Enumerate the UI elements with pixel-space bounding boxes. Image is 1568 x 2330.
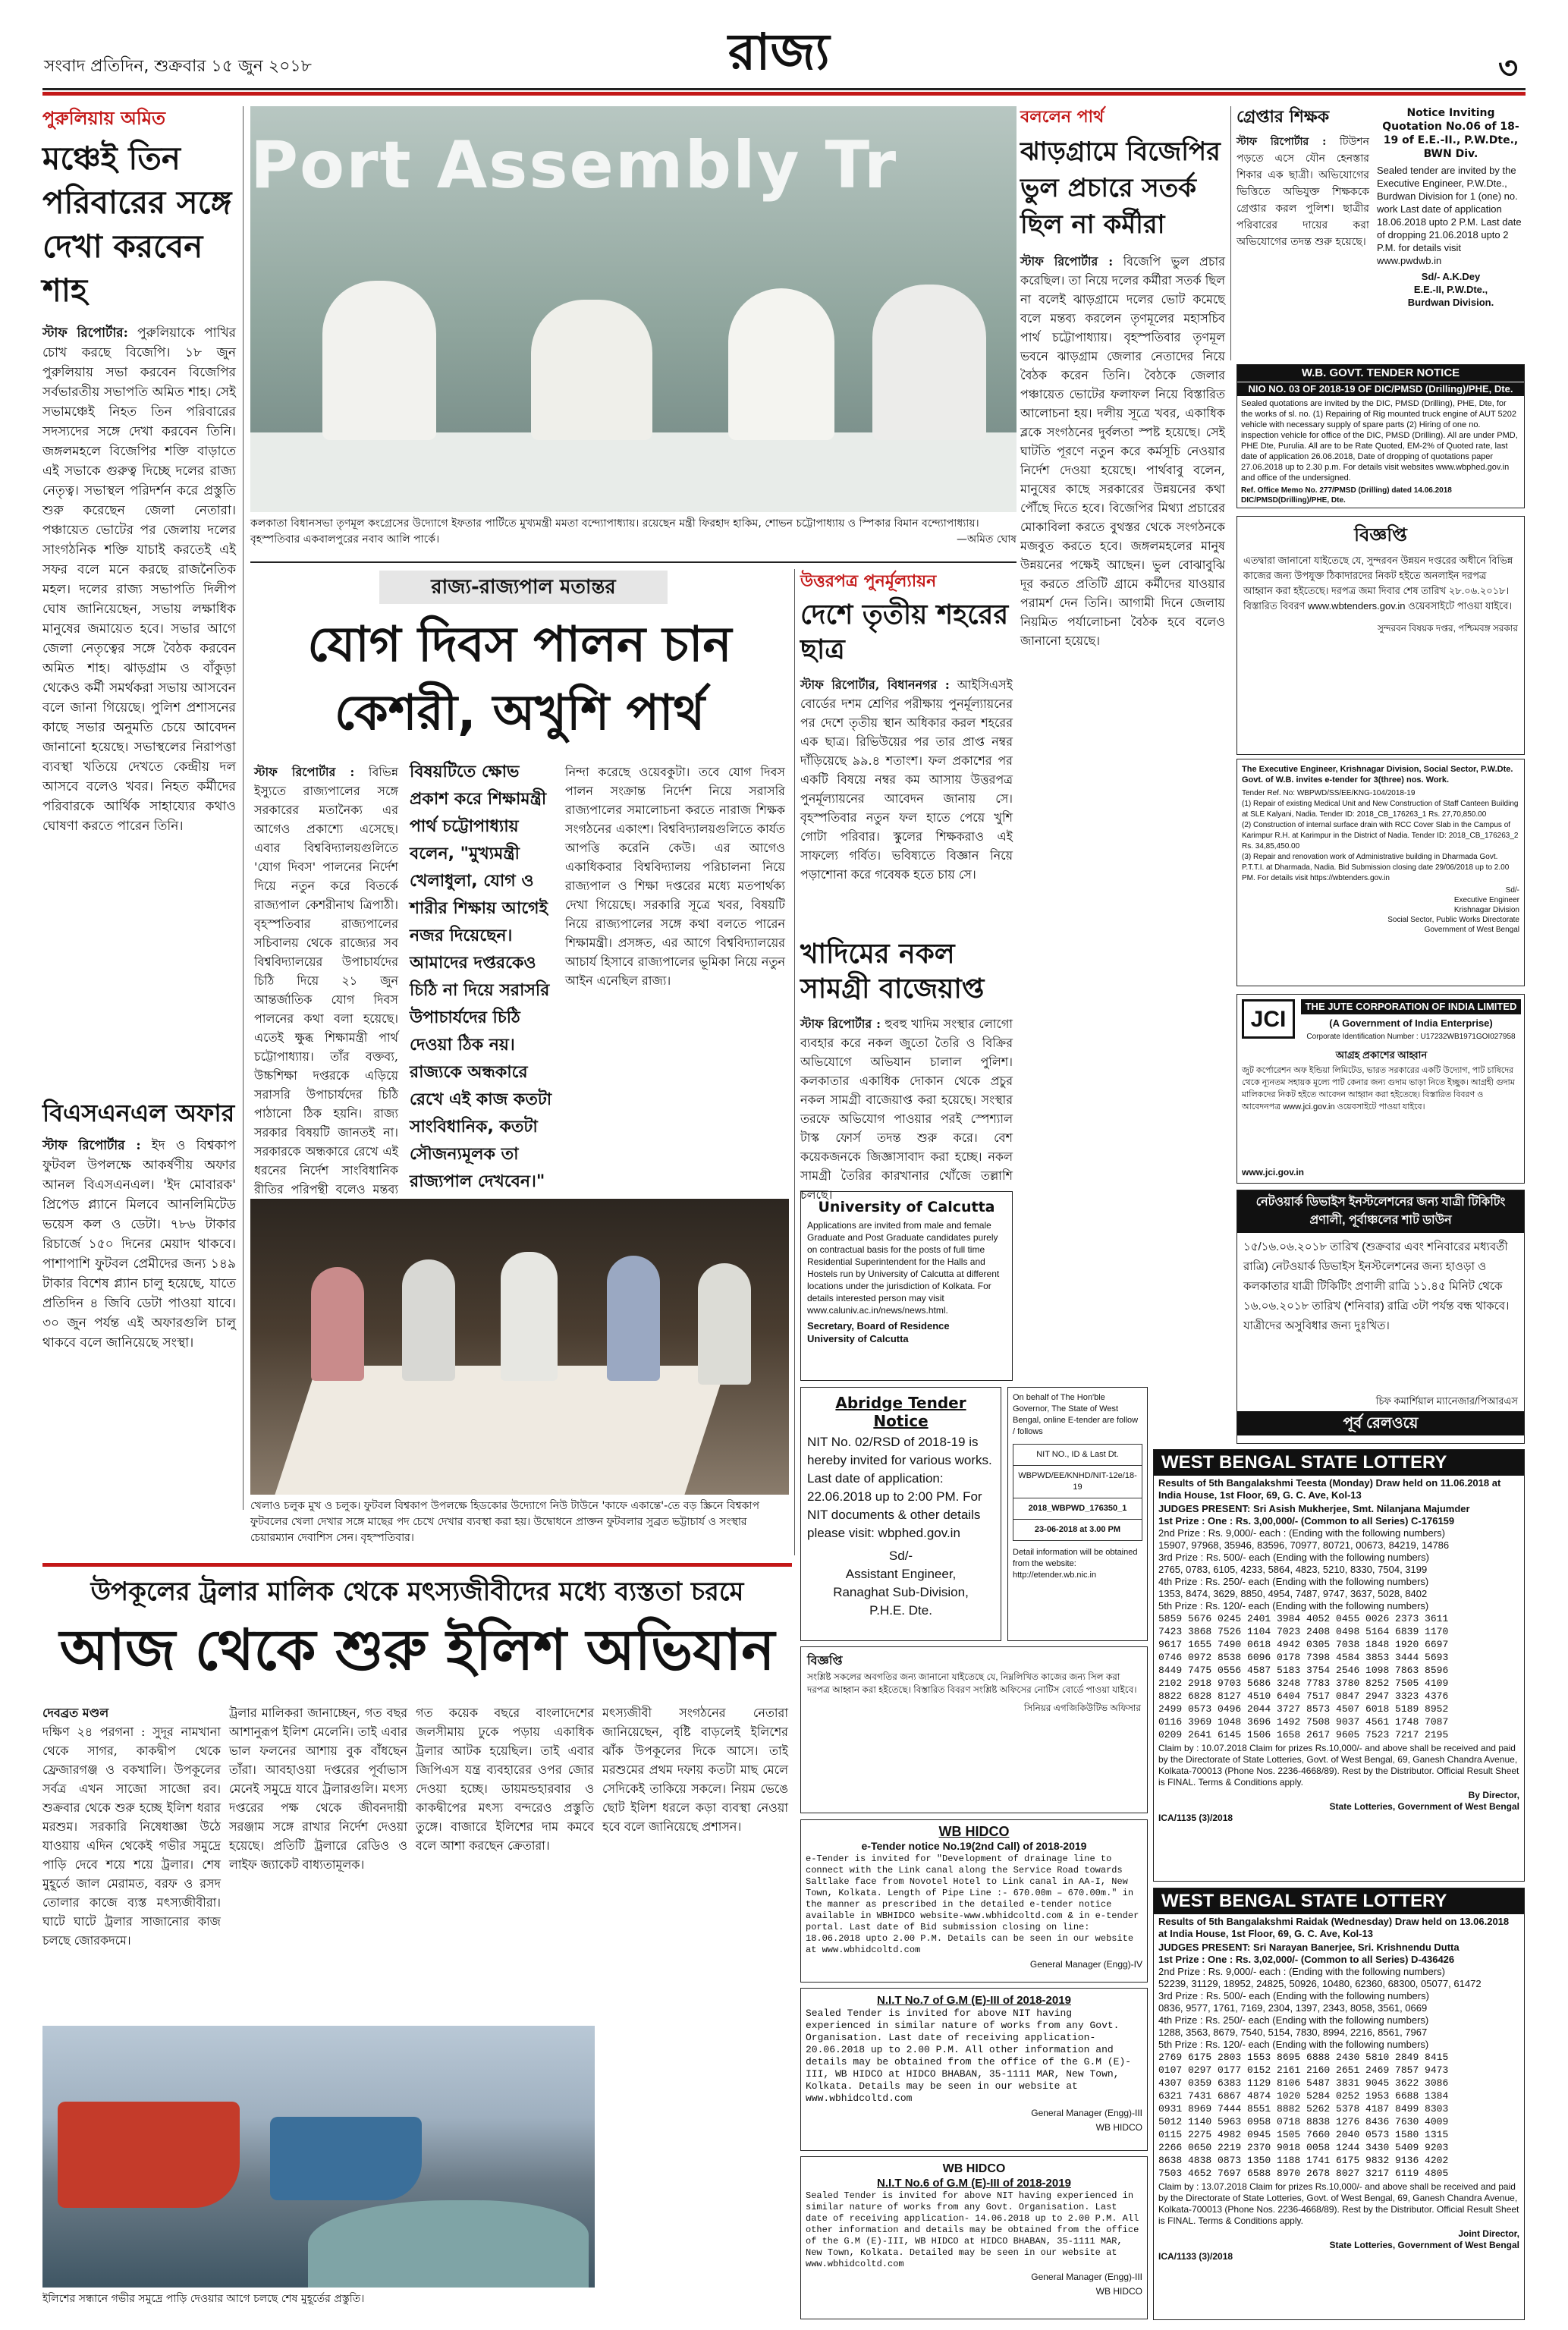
jci-logo: JCI: [1242, 999, 1295, 1039]
lottery-judges: JUDGES PRESENT: Sri Asish Mukherjee, Smt. Nilanjana Majumder: [1158, 1503, 1470, 1514]
yoga-story-kicker: রাজ্য-রাজ্যপাল মতান্তর: [379, 571, 668, 604]
yoga-pull-quote: বিষয়টিতে ক্ষোভ প্রকাশ করে শিক্ষামন্ত্রী পার্থ চট্টোপাধ্যায় বলেন, "মুখ্যমন্ত্রী খেলাধুলা, যোগ ও শারীর শিক্ষায় আগেই নজর দিয়েছেন। আমাদের দপ্তরকেও চিঠি না দিয়ে সরাসরি উপাচার্যদের চিঠি দেওয়া ঠিক নয়। রাজ্যকে অন্ধকারে রেখে এই কাজ কতটা সাংবিধানিক, কতটা সৌজন্যমূলক তা রাজ্যপাল দেখবেন।": [410, 763, 552, 1191]
ad-sign: চিফ কমার্শিয়াল ম্যানেজার/পিআরএস: [1375, 1395, 1518, 1407]
hilsa-story-body-2: ট্রলার মালিকরা জানাচ্ছেন, গত বছর আশানুরূপ ইলিশ মেলেনি। তাই এবার ভাল ফলনের আশায় বুক বাঁধছেন তাঁরা। আবহাওয়া দপ্তরের পূর্বাভাস মেনেই সমুদ্রে যাবে ট্রলারগুলি। মৎস্য দপ্তরের পক্ষ থেকে জীবনদায়ী সরঞ্জাম সঙ্গে রাখার নির্দেশ দেওয়া হয়েছে। প্রতিটি ট্রলারে রেডিও ও লাইফ জ্যাকেট বাধ্যতামূলক।: [229, 1706, 407, 1872]
masthead-red-line: [42, 92, 1526, 96]
ad-sign: General Manager (Engg)-IV: [1029, 1959, 1142, 1970]
lead-photo-caption: কলকাতা বিধানসভা তৃণমূল কংগ্রেসের উদ্যোগে ইফতার পার্টিতে মুখ্যমন্ত্রী মমতা বন্দ্যোপাধ্যায়। রয়েছেন মন্ত্রী ফিরহাদ হাকিম, শোভন চট্টোপাধ্যায় ও স্পিকার বিমান বন্দ্যোপাধ্যায়। বৃহস্পতিবার একবালপুরের নবাব আলি পার্কে। —অমিত ঘোষ: [250, 516, 1017, 554]
story-kicker: বললেন পার্থ: [1020, 108, 1105, 127]
story-headline: গ্রেপ্তার শিক্ষক: [1236, 108, 1330, 127]
lottery-result-1: [1153, 1449, 1525, 1882]
lottery-claim: Claim by : 10.07.2018 Claim for prizes Rs.10,000/- and above shall be received and paid by the Directorate of State Lotteries, Govt. of West Bengal, 69, Ganesh Chandra Avenue, Kolkata-700013 (Phone Nos. 2236-4668/89). Rest by the Distributor. Official Result Sheet is FINAL. Terms & Conditions apply.: [1158, 1743, 1519, 1788]
lottery-result-2: [1153, 1888, 1525, 2320]
dinner-photo-caption: খেলাও চলুক মুখ ও চলুক। ফুটবল বিশ্বকাপ উপলক্ষে হিডকোর উদ্যোগে নিউ টাউনে 'কাফে একান্তে'-তে বড় স্ক্রিনে বিশ্বকাপ ফুটবলের খেলা দেখার সঙ্গে মাছের পদ চেখে দেখার ব্যবস্থা করা হয়। উদ্বোধনে প্রাক্তন ফুটবলার সুব্রত ভট্টাচার্য ও সংস্থার চেয়ারম্যান দেবাশিস সেন। বৃহস্পতিবার।: [250, 1500, 759, 1544]
lottery-title: WEST BENGAL STATE LOTTERY: [1154, 1888, 1524, 1914]
ad-body: On behalf of The Hon'ble Governor, The State of West Bengal, online E-tender are follow / follows: [1013, 1393, 1139, 1436]
left-story: [42, 106, 236, 1093]
ad-sign: Secretary, Board of Residence University of Calcutta: [807, 1320, 950, 1344]
story-headline: মঞ্চেই তিন পরিবারের সঙ্গে দেখা করবেন শাহ: [42, 140, 232, 309]
ad-title: Abridge Tender Notice: [835, 1394, 966, 1430]
ad-web: www.jci.gov.in: [1242, 1167, 1305, 1178]
person-figure: [607, 1256, 660, 1381]
lottery-judges: JUDGES PRESENT: Sri Narayan Banerjee, Sri. Krishnendu Dutta: [1158, 1942, 1460, 1953]
ad-sign: সুন্দরবন বিষয়ক দপ্তর, পশ্চিমবঙ্গ সরকার: [1377, 623, 1518, 634]
lottery-prize-1: 1st Prize : One : Rs. 3,02,000/- (Common to all Series) D-436426: [1158, 1954, 1455, 1965]
ad-hidco-nit-7: [800, 1988, 1148, 2151]
ad-hidco-etender: [800, 1819, 1148, 1983]
hilsa-story-body-1: দেবব্রত মণ্ডল দক্ষিণ ২৪ পরগনা : সুদূর নামখানা থেকে সাগর, কাকদ্বীপ থেকে ফ্রেজারগঞ্জ ও বকখালি। উপকূলের সর্বত্র এখন সাজো সাজো রব। শুক্রবার থেকে শুরু হচ্ছে ইলিশ ধরার মরশুম। সরকারি নিষেধাজ্ঞা উঠে যাওয়ায় এদিন থেকেই গভীর সমুদ্রে পাড়ি দেবে শয়ে শয়ে ট্রলার। শেষ মুহূর্তে জাল মেরামত, বরফ ও রসদ তোলার কাজে ব্যস্ত মৎস্যজীবীরা। ঘাটে ঘাটে ট্রলার সাজানোর কাজ চলছে জোরকদমে।: [42, 1703, 221, 2022]
ad-row: 23-06-2018 at 3.00 PM: [1013, 1520, 1142, 1541]
ad-title: e-Tender notice No.19(2nd Call) of 2018-2019: [861, 1840, 1087, 1852]
page-number: ৩: [1498, 50, 1519, 86]
story-byline: স্টাফ রিপোর্টার:: [42, 325, 128, 341]
ad-title: Notice Inviting Quotation No.06 of 18-19 of E.E.-II., P.W.Dte., BWN Div.: [1382, 107, 1519, 160]
ad-title: নেটওয়ার্ক ডিভাইস ইনস্টলেশনের জন্য যাত্রী টিকিটিং প্রণালী, পূর্বাঞ্চলের শাট ডাউন: [1237, 1190, 1524, 1233]
dateline: সংবাদ প্রতিদিন, শুক্রবার ১৫ জুন ২০১৮: [44, 57, 312, 76]
ad-body: Sealed Tender is invited for above NIT having experienced in similar nature of works from any Govt. Organisation. Last date of receiving application- 20.06.2018 up to 2.00 P.M. All other information and details may be obtained from the office of the G.M (E)-III, WB HIDCO at HIDCO BHABAN, 35-1111 MAR, New Town, Kolkata. Details may be seen in our website at www.wbhidcoltd.com: [806, 2008, 1132, 2104]
person-figure: [728, 288, 834, 440]
ad-biggyapti-notice: [1236, 516, 1525, 755]
photo-banner-text: Port Assembly Tr: [250, 127, 898, 203]
masthead-rule: [42, 88, 1526, 90]
ad-body: জুট কর্পোরেশন অফ ইন্ডিয়া লিমিটেড, ভারত সরকারের একটি উদ্যোগ, পাট চাষিদের থেকে ন্যূনতম সহায়ক মূল্যে পাট কেনার জন্য গুদাম ভাড়া নিতে ইচ্ছুক। আগ্রহী গুদাম মালিকদের নিকট হইতে আবেদন আহ্বান করা হইতেছে। বিস্তারিত বিবরণ ও আবেদনপত্র www.jci.gov.in ওয়েবসাইটে পাওয়া যাইবে।: [1242, 1066, 1515, 1112]
photo-table: [275, 1366, 726, 1495]
section-rule: [250, 561, 1017, 563]
story-kicker: উত্তরপত্র পুনর্মূল্যায়ন: [800, 572, 937, 591]
lottery-numbers: 2769 6175 2803 1553 8695 6888 2430 5810 2849 8415 0107 0297 0177 0152 2161 2160 2651 2469 7857 9473 4307 0359 6383 1129 8106 5487 3831 9045 3622 3086 6321 7431 6867 4874 1020 5284 0252 1953 6688 1384 0931 8969 7444 8551 8882 5262 5378 4187 8499 8303 5012 1140 5963 0958 0718 8838 1276 8436 7630 4009 0115 2275 4982 0945 1505 7660 2040 0573 1580 1315 2266 0650 2219 2370 9018 0058 1244 3430 5409 9203 8638 4838 0873 1350 1188 1741 6175 9832 9136 4202 7503 4652 7697 6588 8970 2678 8027 3217 6119 4805: [1158, 2052, 1449, 2179]
ad-body-title: আগ্রহ প্রকাশের আহ্বান: [1335, 1049, 1428, 1061]
story-body: স্টাফ রিপোর্টার : ইদ ও বিশ্বকাপ ফুটবল উপলক্ষে আকর্ষণীয় অফার আনল বিএসএনএল। 'ইদ মোবারক' প্রিপেড প্ল্যানে মিলবে আনলিমিটেড ভয়েস কল ও ডেটা। ৭৮৬ টাকার রিচার্জে ১৫০ দিনের মেয়াদ থাকবে। পাশাপাশি ফুটবল প্রেমীদের জন্য ১৪৯ টাকার বিশেষ প্ল্যান চালু হয়েছে, যাতে প্রতিদিন ৪ জিবি ডেটা পাওয়া যাবে। ৩০ জুন পর্যন্ত এই অফারগুলি চালু থাকবে বলে জানিয়েছে সংস্থা।: [42, 1138, 236, 1351]
hilsa-photo-caption: ইলিশের সন্ধানে গভীর সমুদ্রে পাড়ি দেওয়ার আগে চলছে শেষ মুহূর্তের প্রস্তুতি।: [42, 2293, 365, 2305]
ad-body: Sealed tender are invited by the Executive Engineer, P.W.Dte., Burdwan Division for 1 (one) no. work Last date of application 18.06.2018 upto 2 P.M. Last date of dropping 21.06.2018 upto 2 P.M. for details visit www.pwdwb.in: [1377, 165, 1522, 266]
photo-table: [250, 432, 1017, 512]
net-pile: [308, 2200, 589, 2288]
story-headline: দেশে তৃতীয় শহরের ছাত্র: [800, 599, 1009, 665]
ad-body: e-Tender is invited for "Development of drainage line to connect with the Link canal along the Service Road towards Saltlake face from Novotel Hotel to Link canal in AA-I, New Town, Kolkata. Length of Pipe Line :- 670.00m – 670.00m." in the manner as prescribed in the detailed e-tender notice available in WBHIDCO website-www.wbhidcoltd.com & in e-tender portal. Last date of Bid submission closing on line: 18.06.2018 upto 2.00 P.M. Details can be seen in our website at www.wbhidcoltd.com: [806, 1854, 1139, 1955]
ad-eastern-railway: [1236, 1190, 1525, 1444]
ad-row: 2018_WBPWD_176350_1: [1013, 1498, 1142, 1520]
ad-title: বিজ্ঞপ্তি: [1354, 524, 1407, 546]
lottery-prize-4: 4th Prize : Rs. 250/- each (Ending with the following numbers) 1288, 3563, 8679, 7540, 5154, 7830, 8994, 2216, 8561, 7967: [1158, 2014, 1429, 2038]
story-byline: দেবব্রত মণ্ডল: [42, 1706, 109, 1720]
arrest-story: [1236, 106, 1369, 360]
ad-title: W.B. GOVT. TENDER NOTICE: [1237, 365, 1524, 382]
lead-photo: [250, 106, 1017, 512]
ad-ref: Ref. Office Memo No. 277/PMSD (Drilling) dated 14.06.2018 DIC/PMSD(Drilling)/PHE, Dte.: [1241, 486, 1452, 505]
person-figure: [311, 1267, 364, 1381]
masthead: [0, 0, 1568, 95]
story-headline: ঝাড়গ্রামে বিজেপির ভুল প্রচারে সতর্ক ছিল না কর্মীরা: [1020, 137, 1221, 240]
story-body: স্টাফ রিপোর্টার, বিধাননগর : আইসিএসই বোর্ডের দশম শ্রেণির পরীক্ষায় পুনর্মূল্যায়নের পর দেশে তৃতীয় স্থান অধিকার করল শহরের এক ছাত্র। রিভিউয়ের পর তার প্রাপ্ত নম্বর দাঁড়িয়েছে ৯৯.৪ শতাংশ। ফল প্রকাশের পর একটি বিষয়ে নম্বর কম আসায় উত্তরপত্র পুনর্মূল্যায়নের আবেদন জানায় সে। বৃহস্পতিবার নতুন ফল হাতে পেয়ে খুশি গোটা পরিবার। স্কুলের শিক্ষকরাও এই সাফল্যে গর্বিত। ভবিষ্যতে বিজ্ঞান নিয়ে পড়াশোনা করে গবেষক হতে চায় সে।: [800, 678, 1013, 882]
ad-subtitle: (A Government of India Enterprise): [1329, 1017, 1493, 1029]
person-figure: [531, 300, 652, 440]
ad-body: সংশ্লিষ্ট সকলের অবগতির জন্য জানানো যাইতেছে যে, নিম্নলিখিত কাজের জন্য সিল করা দরপত্র আহ্বান করা হইতেছে। বিস্তারিত বিবরণ সংশ্লিষ্ট অফিসের নোটিস বোর্ডে পাওয়া যাইবে।: [807, 1671, 1137, 1695]
person-figure: [501, 1252, 558, 1381]
lottery-draw: Results of 5th Bangalakshmi Raidak (Wednesday) Draw held on 13.06.2018 at India House, 1st Floor, 69, G. C. Ave, Kol-13: [1158, 1916, 1510, 1939]
section-title: রাজ্য: [728, 23, 830, 81]
person-figure: [698, 1263, 751, 1385]
lottery-prize-1: 1st Prize : One : Rs. 3,00,000/- (Common to all Series) C-176159: [1158, 1515, 1455, 1527]
dinner-photo: [250, 1199, 789, 1495]
lottery-prize-5: 5th Prize : Rs. 120/- each (Ending with the following numbers): [1158, 1600, 1429, 1612]
ad-title: N.I.T No.7 of G.M (E)-III of 2018-2019: [877, 1994, 1071, 2007]
ad-sign: Sd/- Executive Engineer Krishnagar Division Social Sector, Public Works Directorate Government of West Bengal: [1387, 886, 1519, 934]
ad-sign: General Manager (Engg)-III WB HIDCO: [1031, 2108, 1142, 2133]
lottery-draw: Results of 5th Bangalakshmi Teesta (Monday) Draw held on 11.06.2018 at India House, 1st Floor, 69, G. C. Ave, Kol-13: [1158, 1477, 1501, 1501]
column-divider: [1230, 106, 1231, 360]
jhargram-story: [1020, 106, 1225, 1184]
ad-body: NIT No. 02/RSD of 2018-19 is hereby invited for various works. Last date of application: 22.06.2018 up to 2:00 PM. For NIT documents & other details please visit: wbphed.gov.in: [807, 1435, 992, 1540]
ad-body: ১৫/১৬.০৬.২০১৮ তারিখ (শুক্রবার এবং শনিবারের মধ্যবর্তী রাত্রি) নেটওয়ার্ক ডিভাইস ইনস্টলেশনের জন্য হাওড়া ও কলকাতার যাত্রী টিকিটিং প্রণালী রাত্রি ১১.৪৫ মিনিট থেকে ১৬.০৬.২০১৮ তারিখ (শনিবার) রাত্রি ৩টা পর্যন্ত বন্ধ থাকবে। যাত্রীদের অসুবিধার জন্য দুঃখিত।: [1243, 1240, 1510, 1332]
ad-notice-quotation: [1377, 106, 1525, 360]
ad-on-behalf-tender: [1007, 1387, 1148, 1641]
yoga-story-headline: যোগ দিবস পালন চান কেশরী, অখুশি পার্থ: [307, 617, 732, 741]
hidco-logo: WB HIDCO: [938, 1824, 1010, 1839]
ad-title: THE JUTE CORPORATION OF INDIA LIMITED: [1301, 999, 1521, 1014]
story-headline: বিএসএনএল অফার: [42, 1099, 235, 1127]
boat-shape: [270, 2117, 422, 2200]
lottery-prize-4: 4th Prize : Rs. 250/- each (Ending with the following numbers) 1353, 8474, 3629, 8850, 4954, 7487, 9747, 3637, 5028, 8402: [1158, 1576, 1429, 1599]
lottery-prize-2: 2nd Prize : Rs. 9,000/- each : (Ending with the following numbers) 15907, 97968, 35946, 83596, 70977, 80721, 00673, 84219, 14786: [1158, 1527, 1450, 1551]
ad-body: Sealed Tender is invited for above NIT having experienced in similar nature of works from any Govt. Organisation. Last date of receiving application- 14.06.2018 up to 2.00 P.M. All other information and details may be obtained from the office of the G.M (E)-III, WB HIDCO at HIDCO BHABAN, 35-1111 MAR, New Town, Kolkata. Detailed may be seen in our website at www.wbhidcoltd.com: [806, 2190, 1139, 2269]
ad-title: বিজ্ঞপ্তি: [807, 1653, 843, 1668]
lottery-title: WEST BENGAL STATE LOTTERY: [1154, 1450, 1524, 1476]
ad-title: University of Calcutta: [818, 1199, 995, 1215]
ad-sign: General Manager (Engg)-III WB HIDCO: [1031, 2272, 1142, 2297]
column-divider: [794, 569, 795, 1555]
ad-row: WBPWD/EE/KNHD/NIT-12e/18-19: [1013, 1466, 1142, 1498]
lottery-prize-2: 2nd Prize : Rs. 9,000/- each : (Ending with the following numbers) 52239, 31129, 18952, 24825, 50926, 10480, 62360, 68300, 05077, 61472: [1158, 1966, 1482, 1989]
ad-university-calcutta: [800, 1191, 1013, 1381]
hidco-logo: WB HIDCO: [942, 2162, 1006, 2175]
lottery-claim: Claim by : 13.07.2018 Claim for prizes Rs.10,000/- and above shall be received and paid by the Directorate of State Lotteries, Govt. of West Bengal, 69, Ganesh Chandra Avenue, Kolkata-700013 (Phone Nos. 2236-4668/89). Rest by the Distributor. Official Result Sheet is FINAL. Terms & Conditions apply.: [1158, 2181, 1519, 2226]
lottery-prize-5: 5th Prize : Rs. 120/- each (Ending with the following numbers): [1158, 2039, 1429, 2050]
story-body: স্টাফ রিপোর্টার : বিজেপি ভুল প্রচার করেছিল। তা নিয়ে দলের কর্মীরা সতর্ক ছিল না বলেই ঝাড়গ্রামে দলের ভোট কমেছে বলে মন্তব্য করলেন তৃণমূলের মহাসচিব পার্থ চট্টোপাধ্যায়। বৃহস্পতিবার তৃণমূল ভবনে ঝাড়গ্রাম জেলার নেতাদের নিয়ে বৈঠক করেন তিনি। বৈঠকে জেলার পঞ্চায়েত ভোটের ফলাফল নিয়ে বিস্তারিত আলোচনা হয়। দলীয় সূত্রে খবর, একাধিক ব্লকে সংগঠনের দুর্বলতা স্পষ্ট হয়েছে। সেই ঘাটতি পূরণে নতুন করে কর্মসূচি নেওয়ার নির্দেশ দেওয়া হয়েছে। পার্থবাবু বলেন, মানুষের কাছে সরকারের উন্নয়নের কথা পৌঁছে দিতে হবে। বিজেপির মিথ্যা প্রচারের মোকাবিলা করতে বুথস্তর থেকে সংগঠনকে মজবুত করতে হবে। জঙ্গলমহলের মানুষ উন্নয়নের পক্ষেই আছেন। ভুল বোঝাবুঝি দূর করতে প্রতিটি গ্রামে কর্মীদের যাওয়ার পরামর্শ দেন তিনি। আগামী দিনে জেলায় নিয়মিত পর্যালোচনা বৈঠক হবে বলেও জানানো হয়েছে।: [1020, 254, 1225, 648]
ad-body: এতদ্বারা জানানো যাইতেছে যে, সুন্দরবন উন্নয়ন দপ্তরের অধীনে বিভিন্ন কাজের জন্য উপযুক্ত ঠিকাদারদের নিকট হইতে অনলাইন দরপত্র আহ্বান করা হইতেছে। দরপত্র জমা দিবার শেষ তারিখ ২৮.০৬.২০১৮। বিস্তারিত বিবরণ www.wbtenders.gov.in ওয়েবসাইটে পাওয়া যাইবে।: [1243, 555, 1513, 612]
yoga-story-body: স্টাফ রিপোর্টার : বিভিন্ন ইস্যুতে রাজ্যপালের সঙ্গে সরকারের মতানৈক্য এর আগেও প্রকাশ্যে এসেছে। এবার বিশ্ববিদ্যালয়গুলিতে 'যোগ দিবস' পালনের নির্দেশ দিয়ে নতুন করে বিতর্কে রাজ্যপাল কেশরীনাথ ত্রিপাঠী। বৃহস্পতিবার রাজ্যপালের সচিবালয় থেকে রাজ্যের সব বিশ্ববিদ্যালয়ের উপাচার্যদের চিঠি দিয়ে ২১ জুন আন্তর্জাতিক যোগ দিবস পালনের কথা বলা হয়েছে। এতেই ক্ষুব্ধ শিক্ষামন্ত্রী পার্থ চট্টোপাধ্যায়। তাঁর বক্তব্য, উচ্চশিক্ষা দপ্তরকে এড়িয়ে সরাসরি উপাচার্যদের চিঠি পাঠানো ঠিক হয়নি। রাজ্য সরকার বিষয়টি জানতই না। সরকারকে অন্ধকারে রেখে এই ধরনের নির্দেশ সাংবিধানিক রীতির পরিপন্থী বলেও মন্তব্য: [254, 765, 398, 1196]
ad-row: NIT NO., ID & Last Dt.: [1013, 1444, 1142, 1466]
story-kicker: পুরুলিয়ায় অমিত: [42, 108, 166, 129]
ad-subtitle: NIO NO. 03 OF 2018-19 OF DIC/PMSD (Drilling)/PHE, Dte.: [1237, 382, 1524, 396]
story-body: স্টাফ রিপোর্টার : টিউশন পড়তে এসে যৌন হেনস্তার শিকার এক ছাত্রী। অভিযোগের ভিত্তিতে অভিযুক্ত শিক্ষককে গ্রেপ্তার করল পুলিশ। ছাত্রীর পরিবারের দায়ের করা অভিযোগের তদন্ত শুরু হয়েছে।: [1236, 136, 1370, 248]
person-figure: [402, 1259, 455, 1381]
story-body: স্টাফ রিপোর্টার: পুরুলিয়াকে পাখির চোখ করছে বিজেপি। ১৮ জুন পুরুলিয়ায় সভা করবেন বিজেপির সর্বভারতীয় সভাপতি অমিত শাহ। সেই সভামঞ্চেই নিহত তিন পরিবারের সদস্যদের সঙ্গে দেখা করবেন তিনি। জঙ্গলমহলে বিজেপির শক্তি বাড়াতে এই সভাকে গুরুত্ব দিচ্ছে দলের রাজ্য নেতৃত্ব। সভাস্থল পরিদর্শন করে প্রস্তুতি শুরু করেছেন জেলা নেতারা। পঞ্চায়েত ভোটের পর জেলায় দলের সাংগঠনিক শক্তি যাচাই করতেই এই সফর বলে মনে করছে রাজনৈতিক মহল। দলের রাজ্য সভাপতি দিলীপ ঘোষ জানিয়েছেন, সভায় লক্ষাধিক মানুষের জমায়েত হবে। সভার আগে জেলা নেতৃত্বের সঙ্গে বৈঠক করবেন অমিত শাহ। ঝাড়গ্রাম ও বাঁকুড়া থেকেও কর্মী সমর্থকরা সভায় আসবেন বলে জানা গিয়েছে। পুলিশ প্রশাসনের কাছে সভার অনুমতি চেয়ে আবেদন জানানো হয়েছে। সভাস্থলের নিরাপত্তা ব্যবস্থা খতিয়ে দেখতে কেন্দ্রীয় দল আসবে বলেও খবর। নিহত কর্মীদের পরিবারকে আর্থিক সাহায্যের কথাও ঘোষণা করতে পারেন তিনি।: [42, 325, 236, 834]
ad-body: Sealed quotations are invited by the DIC, PMSD (Drilling), PHE, Dte, for the works of sl. no. (1) Repairing of Rig mounted truck engine of AUT 5202 vehicle with necessary supply of spare parts (2) Hiring of one no. inspection vehicle for office of the DIC, PMSD (Drilling). All are under PMD, PHE Dte, Purulia. All are to be Rate Quoted, EM-2% of Quoted rate, last date of application 26.06.2018, Date of dropping of quotations paper 27.06.2018 up to 2.30 p.m. For details visit websites www.wbphed.gov.in and office of the undersigned.: [1241, 399, 1518, 483]
lottery-numbers: 5859 5676 0245 2401 3984 4052 0455 0026 2373 3611 7423 3868 7526 1104 7023 2408 0498 5164 6839 1170 9617 1655 7490 0618 4942 0305 7038 1848 1920 6697 0746 0972 8538 6096 0178 7398 4584 3853 3444 5693 8449 7475 0556 4587 5183 3754 2546 1098 7863 8596 2102 2918 9703 5686 3248 7783 3780 8252 7505 4109 8822 6828 8127 4510 6404 7517 0847 2947 3323 4376 2499 0573 0496 2044 3727 8573 4507 6018 5189 8952 0116 3969 1048 3696 1492 7508 9037 4561 1748 7087 0209 2641 6145 1506 1658 2617 9605 7523 7217 2195: [1158, 1613, 1449, 1740]
ad-jute-corporation: [1236, 994, 1525, 1184]
khadim-story: [800, 937, 1013, 1202]
yoga-story-body-2: নিন্দা করেছে ওয়েবকুটা। তবে যোগ দিবস পালন সংক্রান্ত নির্দেশ নিয়ে সরাসরি রাজ্যপালের সমালোচনা করতে নারাজ শিক্ষক সংগঠনের একাংশ। বিশ্ববিদ্যালয়গুলিতে কার্যত আপত্তি করেনি কেউ। এর আগেও একাধিকবার বিশ্ববিদ্যালয় পরিচালনা নিয়ে রাজ্যপাল ও শিক্ষা দপ্তরের মধ্যে মতপার্থক্য দেখা গিয়েছে। সরকারি সূত্রে খবর, বিষয়টি নিয়ে রাজ্যপালের সঙ্গে কথা বলতে পারেন শিক্ষামন্ত্রী। প্রসঙ্গত, এর আগে বিশ্ববিদ্যালয়ের আচার্য হিসাবে রাজ্যপালের ভূমিকা নিয়ে নতুন আইন এনেছিল রাজ্য।: [565, 765, 785, 988]
ad-krishnagar-tender: [1236, 759, 1525, 986]
hilsa-story-body-4: মৎস্যজীবী সংগঠনের নেতারা জানিয়েছেন, বৃষ্টি বাড়লেই ইলিশের ঝাঁক উপকূলের দিকে আসে। তাই মরশুমের প্রথম দফায় কতটা মাছ মেলে সেদিকেই তাকিয়ে সকলে। নিয়ম ভেঙে ছোট ইলিশ ধরলে কড়া ব্যবস্থা নেওয়া হবে বলে জানিয়েছে প্রশাসন।: [602, 1706, 788, 1834]
ad-wb-govt-tender: [1236, 364, 1525, 508]
lottery-prize-3: 3rd Prize : Rs. 500/- each (Ending with the following numbers) 2765, 0783, 6105, 4233, 5864, 4823, 5210, 8330, 7504, 3199: [1158, 1552, 1429, 1575]
person-figure: [322, 281, 436, 440]
ad-title: N.I.T No.6 of G.M (E)-III of 2018-2019: [877, 2177, 1071, 2190]
lottery-sign: By Director, State Lotteries, Government of West Bengal: [1329, 1790, 1519, 1812]
hilsa-red-rule: [42, 1563, 792, 1567]
hilsa-story-headline: আজ থেকে শুরু ইলিশ অভিযান: [59, 1618, 775, 1683]
ad-biggyapti-notice-2: [800, 1646, 1148, 1813]
ad-cin: Corporate Identification Number : U17232WB1971GOI027958: [1306, 1033, 1516, 1041]
person-figure: [872, 285, 986, 440]
ad-note: Detail information will be obtained from the website: http://etender.wb.nic.in: [1013, 1548, 1138, 1580]
ad-sign: Sd/- A.K.Dey E.E.-II, P.W.Dte., Burdwan Division.: [1407, 271, 1494, 308]
column-divider: [243, 106, 244, 1510]
ad-body: Tender Ref. No: WBPWD/SS/EE/KNG-104/2018-19 (1) Repair of existing Medical Unit and New Construction of Staff Canteen Building at SLE Kalyani, Nadia. Tender ID: 2018_CB_176263_1 Rs. 27,70,850.00 (2) Construction of internal surface drain with RCC Cover Slab in the Campus of Karimpur R.H. at Karimpur in the District of Nadia. Tender ID: 2018_CB_176263_2 Rs. 34,85,450.00 (3) Repair and renovation work of Administrative building in Dharmada Govt. P.T.T.I. at Dharmada, Nadia. Bid Submission closing date 29/06/2018 up to 2.00 PM. For details visit https://wbtenders.gov.in: [1242, 789, 1519, 882]
hilsa-story-kicker: উপকূলের ট্রলার মালিক থেকে মৎস্যজীবীদের মধ্যে ব্যস্ততা চরমে: [90, 1577, 744, 1607]
result-story: [800, 571, 1013, 927]
story-body: স্টাফ রিপোর্টার : হুবহু খাদিম সংস্থার লোগো ব্যবহার করে নকল জুতো তৈরি ও বিক্রির অভিযোগে অভিযান চালাল পুলিশ। কলকাতার একাধিক দোকান থেকে প্রচুর নকল সামগ্রী বাজেয়াপ্ত করা হয়েছে। সংস্থার তরফে অভিযোগ পাওয়ার পরই স্পেশ্যাল টাস্ক ফোর্স তদন্ত শুরু করে। বেশ কয়েকজনকে জিজ্ঞাসাবাদ করা হচ্ছে। নকল সামগ্রী তৈরির কারখানার খোঁজে তল্লাশি চলছে।: [800, 1017, 1013, 1202]
boat-shape: [58, 2102, 240, 2208]
lottery-prize-3: 3rd Prize : Rs. 500/- each (Ending with the following numbers) 0836, 9577, 1761, 7169, 2304, 1397, 2343, 8058, 3561, 0669: [1158, 1990, 1429, 2014]
ad-hidco-nit-6: [800, 2156, 1148, 2319]
lottery-ref: ICA/1133 (3)/2018: [1158, 2251, 1233, 2262]
hilsa-story-body-3: গত কয়েক বছরে বাংলাদেশের জলসীমায় ঢুকে পড়ায় একাধিক ট্রলার আটক হয়েছিল। তাই এবার জিপিএস যন্ত্র ব্যবহারের ওপর জোর দেওয়া হচ্ছে। ডায়মন্ডহারবার ও কাকদ্বীপের মৎস্য বন্দরেও প্রস্তুতি তুঙ্গে। বাজারে ইলিশের দাম কমবে বলে আশা করছেন ক্রেতারা।: [416, 1706, 594, 1853]
ad-title: The Executive Engineer, Krishnagar Division, Social Sector, P.W.Dte. Govt. of W.B. invites e-tender for 3(three) nos. Work.: [1242, 765, 1513, 785]
photo-credit: —অমিত ঘোষ: [957, 533, 1017, 546]
lottery-sign: Joint Director, State Lotteries, Government of West Bengal: [1329, 2228, 1519, 2250]
lottery-ref: ICA/1135 (3)/2018: [1158, 1813, 1233, 1823]
story-headline: খাদিমের নকল সামগ্রী বাজেয়াপ্ত: [800, 939, 985, 1005]
ad-footer: পূর্ব রেলওয়ে: [1237, 1411, 1524, 1435]
ad-sign: সিনিয়র এগজিকিউটিভ অফিসার: [1023, 1703, 1141, 1713]
ad-sign: Sd/- Assistant Engineer, Ranaghat Sub-Division, P.H.E. Dte.: [833, 1549, 969, 1618]
ad-body: Applications are invited from male and female Graduate and Post Graduate candidates purely on contractual basis for the posts of full time Residential Superintendent for the Halls and Hostels run by University of Calcutta at different locations under the jurisdiction of Kolkata. For details interested person may visit www.caluniv.ac.in/news/news.html.: [807, 1220, 1000, 1316]
hilsa-photo: [42, 2026, 595, 2288]
ad-abridge-tender: [800, 1387, 1001, 1641]
bsnl-story: [42, 1096, 236, 1506]
